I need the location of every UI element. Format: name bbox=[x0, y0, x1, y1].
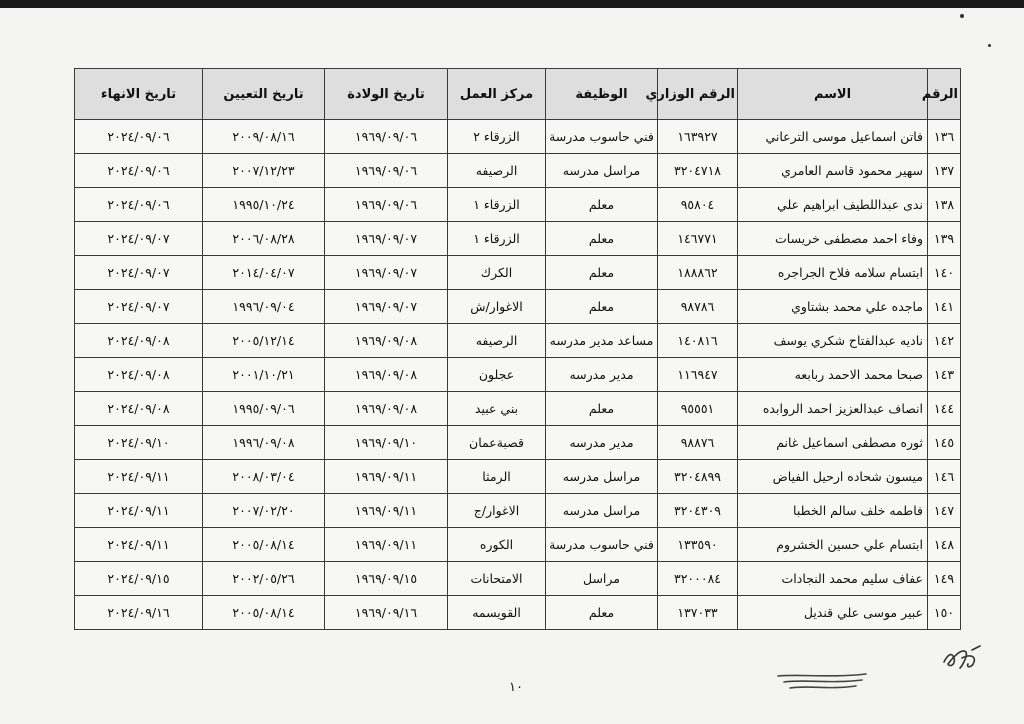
cell-ministry-number: ١١٦٩٤٧ bbox=[658, 358, 738, 392]
cell-appointment-date: ٢٠٠٧/١٢/٢٣ bbox=[203, 154, 325, 188]
cell-ministry-number: ٣٢٠٠٠٨٤ bbox=[658, 562, 738, 596]
cell-job: معلم bbox=[546, 290, 658, 324]
cell-number: ١٤١ bbox=[928, 290, 961, 324]
table-row bbox=[75, 358, 961, 392]
cell-birth-date: ١٩٦٩/٠٩/٠٨ bbox=[325, 324, 448, 358]
cell-end-date: ٢٠٢٤/٠٩/٠٦ bbox=[75, 154, 203, 188]
cell-appointment-date: ١٩٩٦/٠٩/٠٨ bbox=[203, 426, 325, 460]
cell-workplace: قصبةعمان bbox=[448, 426, 546, 460]
table-row bbox=[75, 528, 961, 562]
cell-end-date: ٢٠٢٤/٠٩/٠٧ bbox=[75, 222, 203, 256]
column-header: الرقم bbox=[928, 69, 961, 120]
cell-end-date: ٢٠٢٤/٠٩/٠٧ bbox=[75, 290, 203, 324]
cell-name: ميسون شحاده ارحيل الفياض bbox=[738, 460, 928, 494]
footer-signature-scribble bbox=[770, 668, 880, 696]
cell-end-date: ٢٠٢٤/٠٩/٠٨ bbox=[75, 358, 203, 392]
column-header: الوظيفة bbox=[546, 69, 658, 120]
cell-job: معلم bbox=[546, 392, 658, 426]
cell-birth-date: ١٩٦٩/٠٩/٠٧ bbox=[325, 290, 448, 324]
cell-name: وفاء احمد مصطفى خريسات bbox=[738, 222, 928, 256]
cell-job: مراسل مدرسه bbox=[546, 460, 658, 494]
column-header: مركز العمل bbox=[448, 69, 546, 120]
table-row bbox=[75, 392, 961, 426]
cell-ministry-number: ٩٨٧٨٦ bbox=[658, 290, 738, 324]
cell-workplace: الزرقاء ١ bbox=[448, 222, 546, 256]
column-header: الرقم الوزاري bbox=[658, 69, 738, 120]
cell-job: معلم bbox=[546, 188, 658, 222]
cell-workplace: عجلون bbox=[448, 358, 546, 392]
cell-ministry-number: ١٣٣٥٩٠ bbox=[658, 528, 738, 562]
cell-name: انصاف عبدالعزيز احمد الروابده bbox=[738, 392, 928, 426]
table-row bbox=[75, 256, 961, 290]
cell-ministry-number: ١٦٣٩٢٧ bbox=[658, 120, 738, 154]
cell-ministry-number: ١٣٧٠٣٣ bbox=[658, 596, 738, 630]
cell-name: عبير موسى علي قنديل bbox=[738, 596, 928, 630]
cell-number: ١٤٥ bbox=[928, 426, 961, 460]
table-row bbox=[75, 290, 961, 324]
cell-birth-date: ١٩٦٩/٠٩/١٠ bbox=[325, 426, 448, 460]
cell-ministry-number: ٩٨٨٧٦ bbox=[658, 426, 738, 460]
cell-name: صبحا محمد الاحمد ربابعه bbox=[738, 358, 928, 392]
cell-end-date: ٢٠٢٤/٠٩/١١ bbox=[75, 494, 203, 528]
cell-name: ناديه عبدالفتاح شكري يوسف bbox=[738, 324, 928, 358]
table-row bbox=[75, 154, 961, 188]
top-edge-bar bbox=[0, 0, 1024, 8]
cell-ministry-number: ٩٥٥٥١ bbox=[658, 392, 738, 426]
cell-workplace: الاغوار/ج bbox=[448, 494, 546, 528]
cell-birth-date: ١٩٦٩/٠٩/٠٨ bbox=[325, 358, 448, 392]
table-row bbox=[75, 120, 961, 154]
cell-job: فني حاسوب مدرسة bbox=[546, 528, 658, 562]
cell-appointment-date: ٢٠٠١/١٠/٢١ bbox=[203, 358, 325, 392]
cell-birth-date: ١٩٦٩/٠٩/١١ bbox=[325, 528, 448, 562]
cell-job: مدير مدرسه bbox=[546, 426, 658, 460]
cell-job: معلم bbox=[546, 596, 658, 630]
cell-name: سهير محمود قاسم العامري bbox=[738, 154, 928, 188]
cell-ministry-number: ٩٥٨٠٤ bbox=[658, 188, 738, 222]
cell-birth-date: ١٩٦٩/٠٩/٠٦ bbox=[325, 120, 448, 154]
cell-end-date: ٢٠٢٤/٠٩/١٠ bbox=[75, 426, 203, 460]
cell-appointment-date: ٢٠٠٢/٠٥/٢٦ bbox=[203, 562, 325, 596]
cell-workplace: الرصيفه bbox=[448, 324, 546, 358]
cell-number: ١٣٧ bbox=[928, 154, 961, 188]
column-header: تاريخ الانهاء bbox=[75, 69, 203, 120]
cell-appointment-date: ٢٠٠٧/٠٢/٢٠ bbox=[203, 494, 325, 528]
cell-birth-date: ١٩٦٩/٠٩/١٦ bbox=[325, 596, 448, 630]
employee-table bbox=[74, 68, 961, 630]
cell-workplace: الزرقاء ٢ bbox=[448, 120, 546, 154]
cell-end-date: ٢٠٢٤/٠٩/١١ bbox=[75, 528, 203, 562]
table-row bbox=[75, 426, 961, 460]
cell-number: ١٣٨ bbox=[928, 188, 961, 222]
page-number: ١٠ bbox=[509, 680, 523, 695]
cell-birth-date: ١٩٦٩/٠٩/١١ bbox=[325, 494, 448, 528]
cell-end-date: ٢٠٢٤/٠٩/٠٨ bbox=[75, 392, 203, 426]
cell-job: مراسل مدرسه bbox=[546, 494, 658, 528]
cell-appointment-date: ٢٠٠٥/٠٨/١٤ bbox=[203, 528, 325, 562]
column-header: الاسم bbox=[738, 69, 928, 120]
cell-number: ١٤٠ bbox=[928, 256, 961, 290]
cell-appointment-date: ١٩٩٥/١٠/٢٤ bbox=[203, 188, 325, 222]
cell-appointment-date: ٢٠٠٨/٠٣/٠٤ bbox=[203, 460, 325, 494]
cell-job: مراسل bbox=[546, 562, 658, 596]
cell-workplace: الكوره bbox=[448, 528, 546, 562]
cell-workplace: بني عبيد bbox=[448, 392, 546, 426]
cell-appointment-date: ٢٠١٤/٠٤/٠٧ bbox=[203, 256, 325, 290]
table-header-row bbox=[75, 69, 961, 120]
cell-job: معلم bbox=[546, 256, 658, 290]
cell-ministry-number: ٣٢٠٤٧١٨ bbox=[658, 154, 738, 188]
cell-birth-date: ١٩٦٩/٠٩/٠٧ bbox=[325, 256, 448, 290]
cell-job: مدير مدرسه bbox=[546, 358, 658, 392]
cell-ministry-number: ١٤٠٨١٦ bbox=[658, 324, 738, 358]
cell-workplace: الزرقاء ١ bbox=[448, 188, 546, 222]
cell-appointment-date: ١٩٩٥/٠٩/٠٦ bbox=[203, 392, 325, 426]
cell-name: فاتن اسماعيل موسى الترعاني bbox=[738, 120, 928, 154]
signature-mark bbox=[940, 640, 986, 676]
cell-ministry-number: ٣٢٠٤٨٩٩ bbox=[658, 460, 738, 494]
cell-workplace: الرصيفه bbox=[448, 154, 546, 188]
cell-number: ١٤٦ bbox=[928, 460, 961, 494]
cell-appointment-date: ١٩٩٦/٠٩/٠٤ bbox=[203, 290, 325, 324]
cell-ministry-number: ١٨٨٨٦٢ bbox=[658, 256, 738, 290]
cell-name: ابتسام سلامه فلاح الجراجره bbox=[738, 256, 928, 290]
cell-birth-date: ١٩٦٩/٠٩/٠٨ bbox=[325, 392, 448, 426]
cell-job: معلم bbox=[546, 222, 658, 256]
cell-birth-date: ١٩٦٩/٠٩/٠٦ bbox=[325, 154, 448, 188]
cell-number: ١٣٦ bbox=[928, 120, 961, 154]
cell-number: ١٤٢ bbox=[928, 324, 961, 358]
cell-name: ثوره مصطفى اسماعيل غانم bbox=[738, 426, 928, 460]
table-row bbox=[75, 494, 961, 528]
cell-number: ١٤٤ bbox=[928, 392, 961, 426]
column-header: تاريخ الولادة bbox=[325, 69, 448, 120]
cell-name: فاطمه خلف سالم الخطبا bbox=[738, 494, 928, 528]
table-row bbox=[75, 460, 961, 494]
cell-workplace: الكرك bbox=[448, 256, 546, 290]
scan-speck bbox=[988, 44, 991, 47]
column-header: تاريخ التعيين bbox=[203, 69, 325, 120]
cell-job: فني حاسوب مدرسة bbox=[546, 120, 658, 154]
cell-number: ١٤٨ bbox=[928, 528, 961, 562]
cell-appointment-date: ٢٠٠٥/٠٨/١٤ bbox=[203, 596, 325, 630]
cell-number: ١٤٩ bbox=[928, 562, 961, 596]
cell-job: مساعد مدير مدرسه bbox=[546, 324, 658, 358]
cell-ministry-number: ٣٢٠٤٣٠٩ bbox=[658, 494, 738, 528]
cell-end-date: ٢٠٢٤/٠٩/١٦ bbox=[75, 596, 203, 630]
cell-name: عفاف سليم محمد النجادات bbox=[738, 562, 928, 596]
cell-birth-date: ١٩٦٩/٠٩/٠٧ bbox=[325, 222, 448, 256]
cell-appointment-date: ٢٠٠٦/٠٨/٢٨ bbox=[203, 222, 325, 256]
cell-workplace: الاغوار/ش bbox=[448, 290, 546, 324]
cell-birth-date: ١٩٦٩/٠٩/١٥ bbox=[325, 562, 448, 596]
scan-speck bbox=[960, 14, 964, 18]
cell-end-date: ٢٠٢٤/٠٩/٠٦ bbox=[75, 188, 203, 222]
cell-name: ندى عبداللطيف ابراهيم علي bbox=[738, 188, 928, 222]
cell-workplace: الامتحانات bbox=[448, 562, 546, 596]
table-body bbox=[75, 120, 961, 630]
table-row bbox=[75, 324, 961, 358]
cell-end-date: ٢٠٢٤/٠٩/٠٧ bbox=[75, 256, 203, 290]
table-row bbox=[75, 562, 961, 596]
cell-end-date: ٢٠٢٤/٠٩/٠٨ bbox=[75, 324, 203, 358]
cell-workplace: القويسمه bbox=[448, 596, 546, 630]
cell-number: ١٤٧ bbox=[928, 494, 961, 528]
cell-name: ماجده علي محمد بشتاوي bbox=[738, 290, 928, 324]
cell-number: ١٤٣ bbox=[928, 358, 961, 392]
cell-number: ١٣٩ bbox=[928, 222, 961, 256]
cell-name: ابتسام علي حسين الخشروم bbox=[738, 528, 928, 562]
table-row bbox=[75, 596, 961, 630]
cell-end-date: ٢٠٢٤/٠٩/١١ bbox=[75, 460, 203, 494]
table-row bbox=[75, 188, 961, 222]
cell-job: مراسل مدرسه bbox=[546, 154, 658, 188]
table-row bbox=[75, 222, 961, 256]
cell-ministry-number: ١٤٦٧٧١ bbox=[658, 222, 738, 256]
cell-birth-date: ١٩٦٩/٠٩/١١ bbox=[325, 460, 448, 494]
cell-workplace: الرمثا bbox=[448, 460, 546, 494]
cell-end-date: ٢٠٢٤/٠٩/١٥ bbox=[75, 562, 203, 596]
cell-appointment-date: ٢٠٠٥/١٢/١٤ bbox=[203, 324, 325, 358]
cell-appointment-date: ٢٠٠٩/٠٨/١٦ bbox=[203, 120, 325, 154]
cell-number: ١٥٠ bbox=[928, 596, 961, 630]
cell-end-date: ٢٠٢٤/٠٩/٠٦ bbox=[75, 120, 203, 154]
cell-birth-date: ١٩٦٩/٠٩/٠٦ bbox=[325, 188, 448, 222]
